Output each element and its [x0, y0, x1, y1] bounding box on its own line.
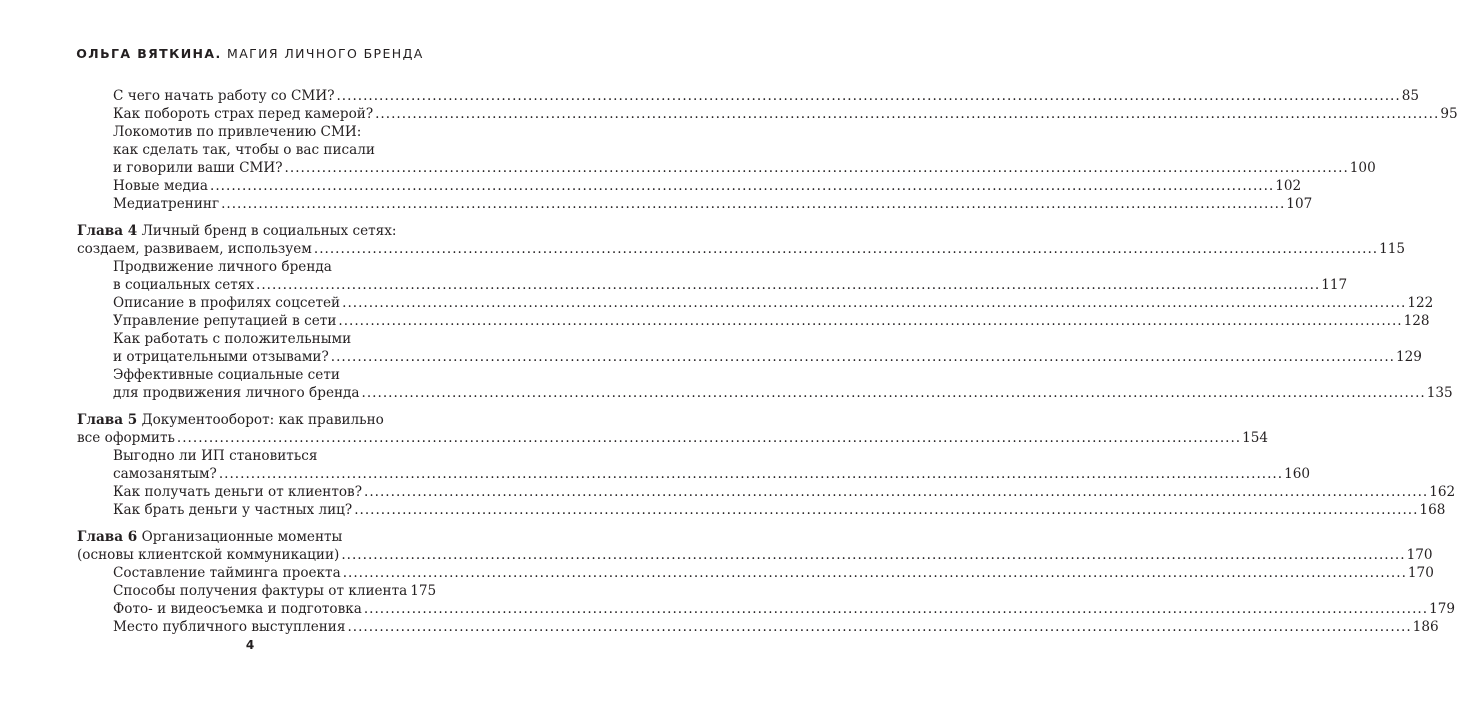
- toc-entry-text: Медиатренинг: [113, 196, 220, 212]
- toc-entry-text: Эффективные социальные сети: [113, 367, 340, 383]
- toc-subentry-line[interactable]: [0, 330, 500, 348]
- dot-leader: ........................................................................................................................................................................................................: [342, 295, 1407, 311]
- dot-leader: ........................................................................................................................................................................................................: [354, 502, 1419, 518]
- toc-chapter-line[interactable]: [0, 528, 500, 546]
- header-author: ОЛЬГА ВЯТКИНА.: [76, 46, 222, 61]
- toc-entry-text: Как побороть страх перед камерой?: [113, 106, 374, 122]
- chapter-label: Глава 6: [77, 529, 138, 545]
- toc-subentry-line[interactable]: [0, 312, 1430, 330]
- dot-leader: ........................................................................................................................................................................................................: [218, 466, 1284, 482]
- chapter-label: Глава 5: [77, 412, 138, 428]
- dot-leader: ........................................................................................................................................................................................................: [330, 349, 1395, 365]
- toc-entry-title: [113, 331, 351, 347]
- toc-entry-text: Управление репутацией в сети: [113, 313, 337, 329]
- toc-page-number: 128: [1403, 313, 1430, 329]
- dot-leader: ........................................................................................................................................................................................................: [375, 106, 1440, 122]
- toc-entry-title: [77, 240, 312, 258]
- dot-leader: ........................................................................................................................................................................................................: [361, 385, 1426, 401]
- toc-subentry-line[interactable]: [0, 87, 1420, 105]
- toc-subentry-line[interactable]: [0, 141, 500, 159]
- toc-entry-title: [113, 159, 283, 177]
- toc-page-number: 170: [1407, 565, 1434, 581]
- toc-entry-title: [77, 412, 384, 428]
- toc-subentry-line[interactable]: [0, 618, 1439, 636]
- toc-entry-title: [113, 600, 362, 618]
- dot-leader: ........................................................................................................................................................................................................: [341, 547, 1406, 563]
- toc-page-number: 170: [1406, 547, 1433, 563]
- toc-subentry-line[interactable]: [0, 564, 1434, 582]
- dot-leader: ........................................................................................................................................................................................................: [313, 241, 1379, 257]
- toc-entry-text: создаем, развиваем, используем: [77, 241, 312, 257]
- dot-leader: ........................................................................................................................................................................................................: [210, 178, 1275, 194]
- toc-subentry-line[interactable]: [0, 159, 1376, 177]
- page-number: 4: [245, 638, 255, 652]
- toc-page-number: 115: [1379, 241, 1406, 257]
- toc-page-number: 162: [1429, 484, 1456, 500]
- toc-subentry-line[interactable]: [0, 582, 500, 600]
- toc-subentry-line[interactable]: [0, 501, 1446, 519]
- toc-subentry-line[interactable]: [0, 384, 1453, 402]
- toc-entry-text: Локомотив по привлечению СМИ:: [113, 124, 362, 140]
- table-of-contents: [0, 87, 1458, 636]
- toc-page-number: 154: [1242, 430, 1269, 446]
- toc-entry-title: [113, 483, 362, 501]
- dot-leader: ........................................................................................................................................................................................................: [338, 313, 1403, 329]
- toc-subentry-line[interactable]: [0, 123, 500, 141]
- dot-leader: ........................................................................................................................................................................................................: [221, 196, 1286, 212]
- toc-chapter-line[interactable]: [0, 411, 500, 429]
- toc-entry-title: [113, 564, 341, 582]
- toc-spacer: [0, 213, 500, 222]
- toc-entry-text: Как брать деньги у частных лиц?: [113, 502, 353, 518]
- toc-subentry-line[interactable]: [0, 465, 1311, 483]
- toc-entry-title: [113, 87, 334, 105]
- toc-entry-title: [113, 465, 217, 483]
- toc-entry-title: [113, 259, 332, 275]
- toc-entry-text: С чего начать работу со СМИ?: [113, 88, 335, 104]
- toc-entry-text: самозанятым?: [113, 466, 217, 482]
- toc-entry-text: все оформить: [77, 430, 175, 446]
- toc-entry-text: Как работать с положительными: [113, 331, 352, 347]
- toc-entry-text: для продвижения личного бренда: [113, 385, 360, 401]
- dot-leader: ........................................................................................................................................................................................................: [176, 430, 1242, 446]
- toc-subentry-line[interactable]: [0, 366, 500, 384]
- toc-entry-text: и говорили ваши СМИ?: [113, 160, 283, 176]
- toc-entry-text: Составление тайминга проекта: [113, 565, 341, 581]
- toc-entry-text: Организационные моменты: [141, 529, 343, 545]
- toc-entry-title: [113, 348, 329, 366]
- dot-leader: ........................................................................................................................................................................................................: [336, 88, 1401, 104]
- toc-entry-text: Фото- и видеосъемка и подготовка: [113, 601, 362, 617]
- toc-subentry-line[interactable]: [0, 600, 1456, 618]
- dot-leader: ........................................................................................................................................................................................................: [284, 160, 1349, 176]
- toc-page-number: 95: [1440, 106, 1458, 122]
- toc-entry-title: [113, 276, 254, 294]
- toc-page-number: 117: [1321, 277, 1348, 293]
- toc-subentry-line[interactable]: [0, 105, 1458, 123]
- toc-entry-text: Личный бренд в социальных сетях:: [141, 223, 397, 239]
- toc-subentry-line[interactable]: [0, 348, 1422, 366]
- toc-entry-text: Место публичного выступления: [113, 619, 346, 635]
- toc-entry-title: [113, 367, 340, 383]
- toc-entry-text: Описание в профилях соцсетей: [113, 295, 341, 311]
- dot-leader: ........................................................................................................................................................................................................: [363, 601, 1429, 617]
- toc-entry-title: [113, 294, 340, 312]
- chapter-label: Глава 4: [77, 223, 138, 239]
- toc-page-number: 102: [1275, 178, 1302, 194]
- toc-chapter-line[interactable]: [0, 240, 1406, 258]
- toc-entry-text: Способы получения фактуры от клиента: [113, 583, 408, 599]
- toc-entry-text: и отрицательными отзывами?: [113, 349, 329, 365]
- running-header: [0, 46, 500, 62]
- toc-entry-title: [113, 384, 360, 402]
- toc-subentry-line[interactable]: [0, 447, 500, 465]
- toc-entry-text: как сделать так, чтобы о вас писали: [113, 142, 375, 158]
- toc-subentry-line[interactable]: [0, 483, 1456, 501]
- toc-page-number: 135: [1426, 385, 1453, 401]
- toc-page-number: 186: [1412, 619, 1439, 635]
- toc-page-number: 129: [1395, 349, 1422, 365]
- toc-spacer: [0, 519, 500, 528]
- toc-page-number: 160: [1284, 466, 1311, 482]
- toc-entry-text: Продвижение личного бренда: [113, 259, 332, 275]
- toc-chapter-line[interactable]: [0, 546, 1433, 564]
- toc-page-number: 85: [1401, 88, 1420, 104]
- dot-leader: ........................................................................................................................................................................................................: [256, 277, 1321, 293]
- toc-chapter-line[interactable]: [0, 429, 1269, 447]
- toc-entry-title: [113, 124, 361, 140]
- toc-entry-text: Как получать деньги от клиентов?: [113, 484, 363, 500]
- toc-chapter-line[interactable]: [0, 222, 500, 240]
- toc-entry-title: [77, 429, 175, 447]
- toc-entry-title: [113, 582, 407, 600]
- toc-entry-title: [113, 618, 345, 636]
- toc-page-number: 107: [1286, 196, 1313, 212]
- toc-subentry-line[interactable]: [0, 294, 1434, 312]
- toc-page-number: 122: [1407, 295, 1434, 311]
- toc-entry-title: [77, 546, 339, 564]
- toc-entry-title: [113, 195, 219, 213]
- toc-entry-title: [113, 177, 208, 195]
- header-book-title: МАГИЯ ЛИЧНОГО БРЕНДА: [227, 46, 424, 61]
- toc-entry-title: [113, 142, 375, 158]
- toc-entry-text: (основы клиентской коммуникации): [77, 547, 340, 563]
- toc-entry-title: [113, 448, 317, 464]
- toc-subentry-line[interactable]: [0, 258, 500, 276]
- toc-entry-title: [113, 105, 373, 123]
- dot-leader: ........................................................................................................................................................................................................: [347, 619, 1412, 635]
- dot-leader: ........................................................................................................................................................................................................: [364, 484, 1429, 500]
- toc-entry-text: Документооборот: как правильно: [141, 412, 384, 428]
- toc-subentry-line[interactable]: [0, 177, 1302, 195]
- toc-subentry-line[interactable]: [0, 276, 1348, 294]
- toc-entry-title: [113, 312, 336, 330]
- toc-entry-text: Выгодно ли ИП становиться: [113, 448, 318, 464]
- toc-subentry-line[interactable]: [0, 195, 1313, 213]
- dot-leader: ........................................................................................................................................................................................................: [342, 565, 1407, 581]
- toc-page-number: 100: [1349, 160, 1376, 176]
- toc-page-number: 175: [410, 583, 437, 599]
- toc-entry-title: [113, 501, 352, 519]
- toc-page-number: 168: [1419, 502, 1446, 518]
- toc-entry-text: Новые медиа: [113, 178, 209, 194]
- toc-entry-text: в социальных сетях: [113, 277, 255, 293]
- toc-entry-title: [77, 529, 342, 545]
- toc-page-number: 179: [1429, 601, 1456, 617]
- toc-entry-title: [77, 223, 396, 239]
- toc-spacer: [0, 402, 500, 411]
